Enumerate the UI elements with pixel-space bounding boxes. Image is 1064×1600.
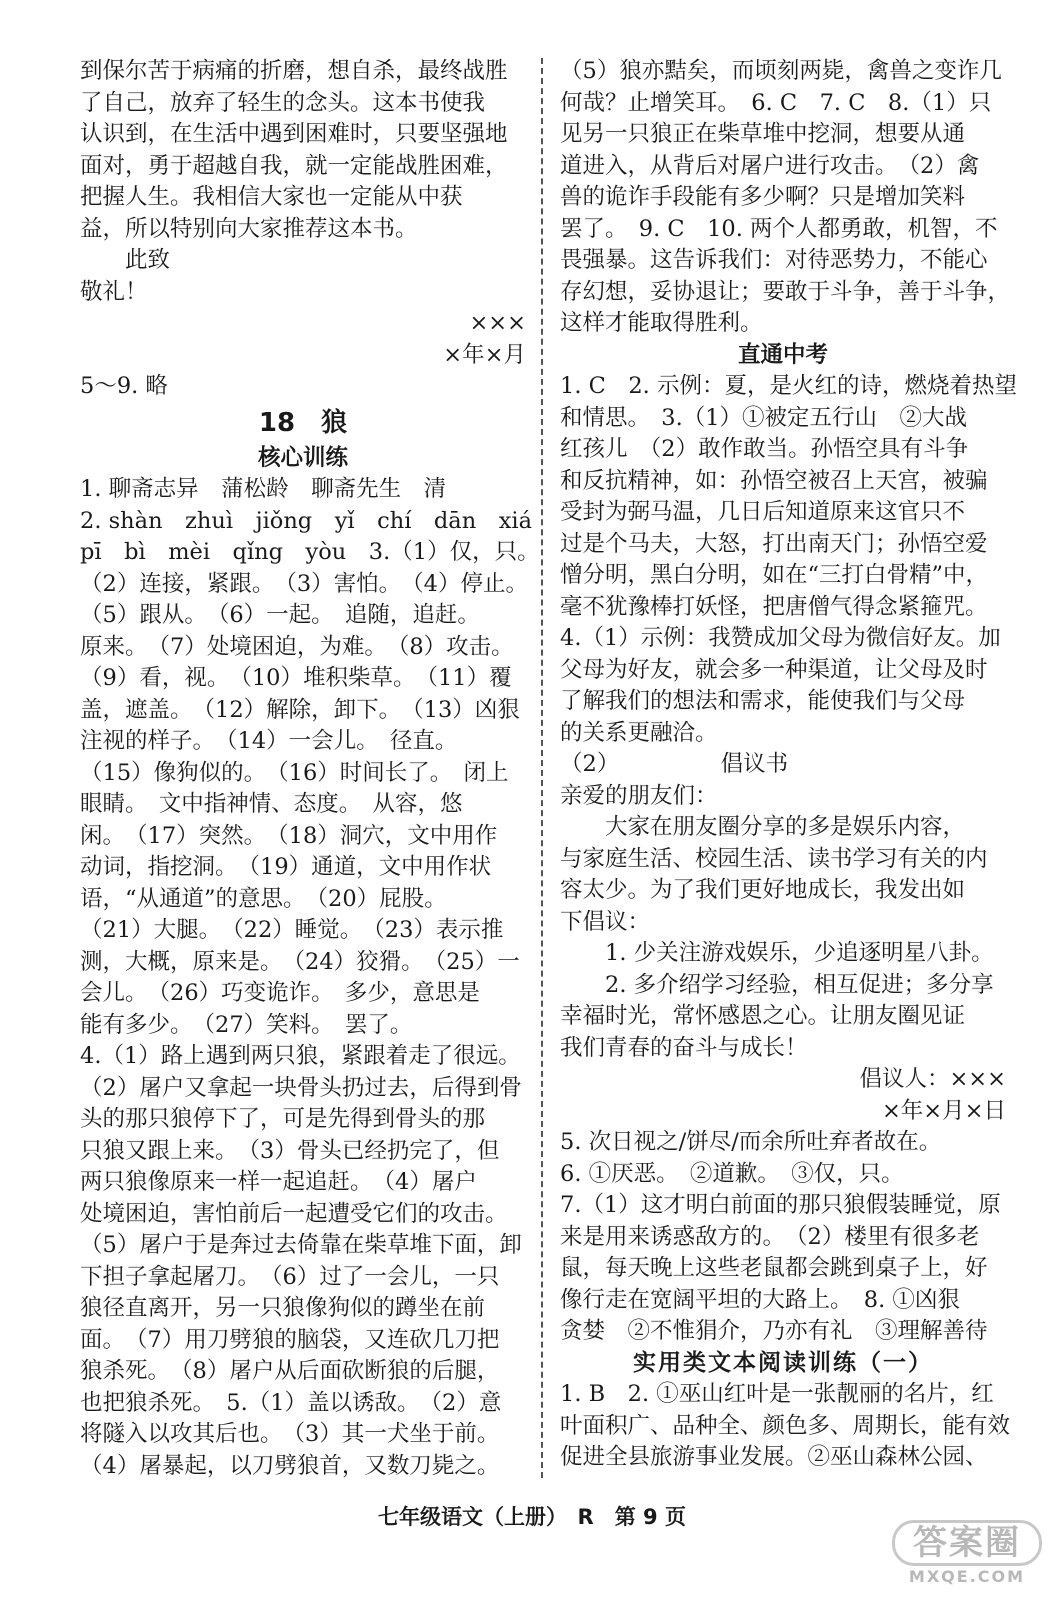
text-line: 会儿。 （26）巧变诡诈。 多少，意思是 (80, 980, 480, 1006)
text-line: 1. C 2. 示例：夏，是火红的诗，燃烧着热望 (560, 373, 1017, 399)
text-line: 语，“从通道”的意思。 （20）屁股。 (80, 885, 447, 912)
text-line: 两只狼像原来一样一起追赶。 （4）屠户 (80, 1169, 477, 1195)
text-line: 容太少。为了我们更好地成长，我发出如 (560, 877, 966, 903)
text-line: 6. ①厌恶。 ②道歉。 ③仅，只。 (560, 1160, 904, 1187)
text-line: 头的那只狼停下了，可是先得到骨头的那 (80, 1106, 486, 1132)
text-line: ×年×月×日 (881, 1097, 1006, 1124)
text-line: （5）狼亦黠矣，而顷刻两毙，禽兽之变诈几 (560, 58, 1002, 84)
text-line: 我们青春的奋斗与成长！ (560, 1034, 808, 1061)
text-line: 贪婪 ②不惟狷介，乃亦有礼 ③理解善待 (560, 1318, 988, 1344)
text-line: 认识到，在生活中遇到困难时，只要坚强地 (80, 121, 508, 147)
text-line: 此致 (125, 247, 171, 273)
text-line: 狼径直离开，另一只狼像狗似的蹲坐在前 (80, 1295, 486, 1321)
text-line: 也把狼杀死。 5.（1）盖以诱敌。 （2）意 (80, 1389, 502, 1416)
text-line: 能有多少。 （27）笑料。 罢了。 (80, 1011, 413, 1038)
text-line: 动词，指挖洞。 （19）通道，文中用作状 (80, 854, 492, 880)
text-line: 何哉？止增笑耳。 6. C 7. C 8.（1）只 (560, 89, 992, 116)
text-line: 只狼又跟上来。 （3）骨头已经扔完了，但 (80, 1137, 500, 1164)
watermark (892, 1520, 1042, 1586)
text-line: 眼睛。 文中指神情、态度。 从容，悠 (80, 791, 463, 817)
text-line: 罢了。 9. C 10. 两个人都勇敢，机智，不 (560, 215, 998, 242)
text-line: 父母为好友，就会多一种渠道，让父母及时 (560, 656, 988, 683)
text-line: 到保尔苦于病痛的折磨，想自杀，最终战胜 (80, 58, 508, 84)
text-line: （2） 倡议书 (560, 751, 789, 777)
text-line: 红孩儿 （2）敢作敢当。孙悟空具有斗争 (560, 436, 969, 462)
text-line: 实用类文本阅读训练（一） (633, 1349, 933, 1376)
text-line: 将隧入以攻其后也。 （3）其一犬坐于前。 (80, 1421, 500, 1447)
text-line: 叶面积广、品种全、颜色多、周期长，能有效 (560, 1412, 1011, 1439)
text-line: 倡议人：××× (859, 1066, 1006, 1092)
text-line: 注视的样子。 （14）一会儿。 径直。 (80, 728, 458, 754)
text-line: 处境困迫，害怕前后一起遭受它们的攻击。 (80, 1200, 508, 1227)
text-line: 4.（1）路上遇到两只狼，紧跟着走了很远。 (80, 1043, 521, 1069)
text-line: 1. 少关注游戏娱乐，少追逐明星八卦。 (605, 940, 994, 966)
text-line: 促进全县旅游事业发展。②巫山森林公园、 (560, 1444, 988, 1470)
text-line: 2. shàn zhuì jiǒng yǐ chí dān xiá (80, 507, 533, 534)
text-line: 益，所以特别向大家推荐这本书。 (80, 215, 418, 242)
text-line: 1. B 2. ①巫山红叶是一张靓丽的名片，红 (560, 1381, 994, 1407)
text-line: （2）连接，紧跟。 （3）害怕。 （4）停止。 (80, 570, 528, 597)
text-line: 测，大概，原来是。 （24）狡猾。 （25）一 (80, 948, 520, 975)
text-line: 与家庭生活、校园生活、读书学习有关的内 (560, 845, 988, 872)
page-footer: 七年级语文（上册） R 第 9 页 (378, 1505, 686, 1529)
text-line: 5～9. 略 (80, 373, 168, 399)
text-line: 兽的诡诈手段能有多少啊？只是增加笑料 (560, 184, 966, 210)
text-line: 和反抗精神，如：孙悟空被召上天宫，被骗 (560, 467, 988, 494)
text-line: 面对，勇于超越自我，就一定能战胜困难， (80, 152, 508, 179)
text-line: （21）大腿。 （22）睡觉。 （23）表示推 (80, 917, 504, 943)
text-line: 毫不犹豫棒打妖怪，把唐僧气得念紧箍咒。 (560, 593, 988, 620)
text-line: 鼠，每天晚上这些老鼠都会跳到桌子上，好 (560, 1255, 988, 1281)
text-line: 见另一只狼正在柴草堆中挖洞，想要从通 (560, 121, 966, 147)
text-line: 狼杀死。 （8）屠户从后面砍断狼的后腿， (80, 1358, 500, 1384)
text-line: ××× (469, 310, 526, 336)
text-line: 1. 聊斋志异 蒲松龄 聊斋先生 清 (80, 476, 447, 502)
text-line: 闲。 （17）突然。 （18）洞穴，文中用作 (80, 822, 498, 849)
text-line: （9）看，视。 （10）堆积柴草。 （11）覆 (80, 665, 512, 691)
text-line: pī bì mèi qǐng yòu 3.（1）仅，只。 (80, 539, 540, 565)
text-line: 4.（1）示例：我赞成加父母为微信好友。加 (560, 625, 1001, 651)
text-line: 亲爱的朋友们： (560, 782, 718, 809)
text-line: 幸福时光，常怀感恩之心。让朋友圈见证 (560, 1003, 966, 1029)
text-line: 5. 次日视之/饼尽/而余所吐弃者故在。 (560, 1129, 942, 1155)
text-line: 像行走在宽阔平坦的大路上。 8. ①凶狠 (560, 1286, 960, 1313)
text-line: 了自己，放弃了轻生的念头。这本书使我 (80, 89, 486, 116)
right-column (560, 56, 1017, 1474)
text-line: 直通中考 (737, 341, 828, 368)
text-line: 原来。 （7）处境困迫，为难。 （8）攻击。 (80, 633, 514, 660)
text-line: 18 狼 (258, 407, 348, 438)
text-line: 憎分明，黑白分明，如在“三打白骨精”中， (560, 562, 989, 588)
text-line: （5）屠户于是奔过去倚靠在柴草堆下面，卸 (80, 1232, 522, 1258)
text-line: 面。 （7）用刀劈狼的脑袋，又连砍几刀把 (80, 1326, 500, 1353)
text-line: 道进入，从背后对屠户进行攻击。 （2）禽 (560, 152, 980, 179)
text-line: 7.（1）这才明白前面的那只狼假装睡觉，原 (560, 1192, 1001, 1218)
text-line: （2）屠户又拿起一块骨头扔过去，后得到骨 (80, 1074, 522, 1101)
text-line: （5）跟从。 （6）一起。 追随，追赶。 (80, 602, 480, 628)
column-divider (541, 58, 543, 1478)
text-line: 畏强暴。这告诉我们：对待恶势力，不能心 (560, 247, 988, 273)
text-line: 核心训练 (257, 444, 348, 471)
text-line: 来是用来诱惑敌方的。 （2）楼里有很多老 (560, 1223, 980, 1250)
watermark-logo: 答案圈 (892, 1520, 1042, 1566)
text-line: 下倡议： (560, 908, 651, 935)
text-line: 和情思。 3.（1）①被定五行山 ②大战 (560, 404, 968, 431)
text-line: ×年×月 (443, 341, 526, 368)
text-line: 存幻想，妥协退让；要敢于斗争，善于斗争， (560, 278, 1011, 305)
text-line: 的关系更融洽。 (560, 719, 718, 746)
text-line: 大家在朋友圈分享的多是娱乐内容， (605, 814, 966, 840)
text-line: 把握人生。我相信大家也一定能从中获 (80, 184, 463, 210)
text-line: （15）像狗似的。 （16）时间长了。 闭上 (80, 759, 509, 786)
text-line: （4）屠暴起，以刀劈狼首，又数刀毙之。 (80, 1452, 500, 1479)
text-line: 2. 多介绍学习经验，相互促进；多分享 (605, 971, 994, 998)
text-line: 盖，遮盖。 （12）解除，卸下。 （13）凶狠 (80, 696, 520, 723)
text-line: 下担子拿起屠刀。 （6）过了一会儿，一只 (80, 1263, 500, 1290)
text-line: 了解我们的想法和需求，能使我们与父母 (560, 688, 966, 714)
left-column (80, 56, 540, 1482)
text-line: 这样才能取得胜利。 (560, 310, 763, 336)
watermark-url: MXQE.COM (908, 1567, 1026, 1586)
text-line: 受封为弼马温，几日后知道原来这官只不 (560, 499, 966, 525)
text-line: 敬礼！ (80, 278, 148, 305)
text-line: 过是个马夫，大怒，打出南天门；孙悟空爱 (560, 530, 988, 557)
